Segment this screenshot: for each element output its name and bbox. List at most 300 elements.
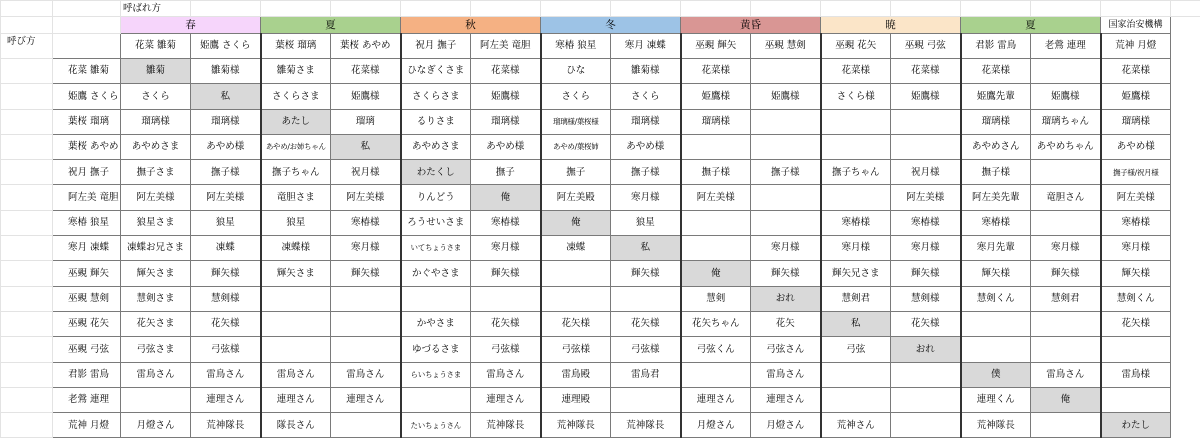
table-cell[interactable]: 俺: [1031, 387, 1101, 412]
table-cell[interactable]: 姫鷹様: [331, 84, 401, 109]
empty-cell[interactable]: [53, 17, 121, 34]
called-label[interactable]: 呼ばれ方: [121, 1, 191, 17]
empty-cell[interactable]: [1, 261, 53, 286]
table-cell[interactable]: 輝矢様: [1031, 261, 1101, 286]
group-header-7[interactable]: 国家治安機構: [1101, 17, 1171, 34]
table-cell[interactable]: 姫鷹様: [1031, 84, 1101, 109]
empty-cell[interactable]: [1, 286, 53, 311]
table-cell[interactable]: [1031, 160, 1101, 185]
table-cell[interactable]: 瑠璃: [331, 109, 401, 134]
column-header[interactable]: 君影 雷鳥: [961, 34, 1031, 59]
empty-cell[interactable]: [1, 17, 53, 34]
table-cell[interactable]: おれ: [751, 286, 821, 311]
table-cell[interactable]: 寒椿様: [471, 210, 541, 235]
table-cell[interactable]: [121, 387, 191, 412]
table-cell[interactable]: 瑠璃ちゃん: [1031, 109, 1101, 134]
table-cell[interactable]: [541, 286, 611, 311]
table-cell[interactable]: 慧剣君: [821, 286, 891, 311]
table-cell[interactable]: 輝矢さま: [121, 261, 191, 286]
table-cell[interactable]: 連理殿: [541, 387, 611, 412]
table-cell[interactable]: [1031, 337, 1101, 362]
table-cell[interactable]: 撫子様: [611, 160, 681, 185]
table-cell[interactable]: 輝矢様: [611, 261, 681, 286]
table-cell[interactable]: 瑠璃様: [681, 109, 751, 134]
group-header-2[interactable]: 秋: [401, 17, 541, 34]
table-cell[interactable]: 花矢様: [541, 311, 611, 336]
table-cell[interactable]: あやめさん: [961, 134, 1031, 159]
group-header-5[interactable]: 暁: [821, 17, 961, 34]
table-cell[interactable]: 荒神隊長: [471, 413, 541, 438]
table-cell[interactable]: ひな: [541, 59, 611, 84]
table-cell[interactable]: 荒神隊長: [961, 413, 1031, 438]
table-cell[interactable]: 凍蝶: [541, 236, 611, 261]
table-cell[interactable]: [751, 134, 821, 159]
table-cell[interactable]: 姫鷹先輩: [961, 84, 1031, 109]
empty-cell[interactable]: [471, 1, 541, 17]
table-cell[interactable]: 俺: [541, 210, 611, 235]
table-cell[interactable]: あやめ/お姉ちゃん: [261, 134, 331, 159]
table-cell[interactable]: [681, 236, 751, 261]
table-cell[interactable]: 輝矢様: [331, 261, 401, 286]
table-cell[interactable]: 輝矢様: [961, 261, 1031, 286]
table-cell[interactable]: 阿左美様: [121, 185, 191, 210]
table-cell[interactable]: 雛菊様: [191, 59, 261, 84]
table-cell[interactable]: 花菜様: [681, 59, 751, 84]
empty-cell[interactable]: [1101, 1, 1171, 17]
table-cell[interactable]: 竜胆さん: [1031, 185, 1101, 210]
table-cell[interactable]: [1101, 337, 1171, 362]
table-cell[interactable]: さくらさま: [401, 84, 471, 109]
table-cell[interactable]: 私: [191, 84, 261, 109]
table-cell[interactable]: 輝矢様: [751, 261, 821, 286]
table-cell[interactable]: [751, 210, 821, 235]
caller-label: 呼び方: [1, 34, 53, 59]
table-cell[interactable]: 雷鳥さん: [1031, 362, 1101, 387]
table-cell[interactable]: 弓弦様: [471, 337, 541, 362]
table-cell[interactable]: [821, 362, 891, 387]
empty-cell[interactable]: [261, 1, 331, 17]
table-cell[interactable]: 花矢様: [471, 311, 541, 336]
column-header[interactable]: 姫鷹 さくら: [191, 34, 261, 59]
table-cell[interactable]: 隊長さん: [261, 413, 331, 438]
empty-cell[interactable]: [821, 1, 891, 17]
table-cell[interactable]: りんどう: [401, 185, 471, 210]
table-cell[interactable]: [891, 413, 961, 438]
table-cell[interactable]: 雷鳥君: [611, 362, 681, 387]
table-cell[interactable]: 撫子ちゃん: [261, 160, 331, 185]
table-cell[interactable]: 花菜様: [1101, 59, 1171, 84]
table-cell[interactable]: [821, 387, 891, 412]
table-cell[interactable]: 寒月様: [821, 236, 891, 261]
table-cell[interactable]: 連理さん: [331, 387, 401, 412]
table-cell[interactable]: [681, 362, 751, 387]
table-cell[interactable]: 雛菊さま: [261, 59, 331, 84]
table-cell[interactable]: 寒月様: [1101, 236, 1171, 261]
table-cell[interactable]: 連理さん: [191, 387, 261, 412]
column-header[interactable]: 荒神 月燈: [1101, 34, 1171, 59]
table-cell[interactable]: 雷鳥さん: [751, 362, 821, 387]
column-header[interactable]: 巫覡 弓弦: [891, 34, 961, 59]
table-cell[interactable]: いてちょうさま: [401, 236, 471, 261]
table-cell[interactable]: [1101, 387, 1171, 412]
table-cell[interactable]: 撫子様: [751, 160, 821, 185]
row-header[interactable]: 葉桜 あやめ: [53, 134, 121, 159]
table-cell[interactable]: 寒椿様: [891, 210, 961, 235]
table-cell[interactable]: 雛菊: [121, 59, 191, 84]
table-cell[interactable]: 花菜様: [961, 59, 1031, 84]
group-header-0[interactable]: 春: [121, 17, 261, 34]
table-cell[interactable]: 寒月様: [331, 236, 401, 261]
table-cell[interactable]: 寒月様: [611, 185, 681, 210]
table-cell[interactable]: 慧剣: [681, 286, 751, 311]
empty-cell[interactable]: [1, 1, 53, 17]
table-cell[interactable]: 撫子ちゃん: [821, 160, 891, 185]
table-cell[interactable]: [681, 210, 751, 235]
table-cell[interactable]: 私: [821, 311, 891, 336]
table-cell[interactable]: 連理さん: [681, 387, 751, 412]
table-cell[interactable]: 俺: [681, 261, 751, 286]
table-cell[interactable]: 花矢ちゃん: [681, 311, 751, 336]
table-cell[interactable]: 瑠璃様: [471, 109, 541, 134]
empty-cell[interactable]: [1, 160, 53, 185]
column-header[interactable]: 巫覡 輝矢: [681, 34, 751, 59]
table-cell[interactable]: さくら: [541, 84, 611, 109]
row-header[interactable]: 君影 雷鳥: [53, 362, 121, 387]
row-header[interactable]: 荒神 月燈: [53, 413, 121, 438]
table-cell[interactable]: 雷鳥さん: [121, 362, 191, 387]
empty-cell[interactable]: [1, 387, 53, 412]
table-cell[interactable]: [891, 134, 961, 159]
row-header[interactable]: 寒月 凍蝶: [53, 236, 121, 261]
empty-cell[interactable]: [681, 1, 751, 17]
row-header[interactable]: 老鶯 連理: [53, 387, 121, 412]
table-cell[interactable]: さくら様: [821, 84, 891, 109]
table-cell[interactable]: 慧剣君: [1031, 286, 1101, 311]
table-cell[interactable]: 雷鳥殿: [541, 362, 611, 387]
table-cell[interactable]: 寒月様: [1031, 236, 1101, 261]
table-cell[interactable]: 姫鷹様: [681, 84, 751, 109]
table-cell[interactable]: 雷鳥さん: [261, 362, 331, 387]
table-cell[interactable]: 慧剣様: [191, 286, 261, 311]
table-cell[interactable]: [331, 311, 401, 336]
column-header[interactable]: 花菜 雛菊: [121, 34, 191, 59]
table-cell[interactable]: 寒椿様: [961, 210, 1031, 235]
table-cell[interactable]: 輝矢様: [891, 261, 961, 286]
table-cell[interactable]: 撫子: [471, 160, 541, 185]
table-cell[interactable]: 寒椿様: [821, 210, 891, 235]
table-cell[interactable]: 花菜様: [331, 59, 401, 84]
table-cell[interactable]: 荒神さん: [821, 413, 891, 438]
table-cell[interactable]: [751, 185, 821, 210]
table-cell[interactable]: 連理さん: [751, 387, 821, 412]
table-cell[interactable]: [401, 286, 471, 311]
empty-cell[interactable]: [1, 59, 53, 84]
table-cell[interactable]: [261, 311, 331, 336]
table-cell[interactable]: 私: [611, 236, 681, 261]
table-cell[interactable]: [961, 311, 1031, 336]
table-cell[interactable]: 撫子: [541, 160, 611, 185]
table-cell[interactable]: 凍蝶お兄さま: [121, 236, 191, 261]
table-cell[interactable]: [821, 109, 891, 134]
row-header[interactable]: 巫覡 輝矢: [53, 261, 121, 286]
table-cell[interactable]: 花菜様: [821, 59, 891, 84]
table-cell[interactable]: ゆづるさま: [401, 337, 471, 362]
row-header[interactable]: 祝月 撫子: [53, 160, 121, 185]
table-cell[interactable]: あやめ様: [471, 134, 541, 159]
table-cell[interactable]: わたし: [1101, 413, 1171, 438]
table-cell[interactable]: 阿左美殿: [541, 185, 611, 210]
table-cell[interactable]: [821, 185, 891, 210]
table-cell[interactable]: さくら: [611, 84, 681, 109]
table-cell[interactable]: [331, 337, 401, 362]
table-cell[interactable]: 阿左美様: [191, 185, 261, 210]
table-cell[interactable]: 弓弦さん: [751, 337, 821, 362]
group-header-3[interactable]: 冬: [541, 17, 681, 34]
table-cell[interactable]: あやめ/葉桜姉: [541, 134, 611, 159]
table-cell[interactable]: [961, 337, 1031, 362]
table-cell[interactable]: 花矢さま: [121, 311, 191, 336]
table-cell[interactable]: 花矢: [751, 311, 821, 336]
empty-cell[interactable]: [1, 109, 53, 134]
empty-cell[interactable]: [1, 134, 53, 159]
table-cell[interactable]: [611, 286, 681, 311]
table-cell[interactable]: 俺: [471, 185, 541, 210]
table-cell[interactable]: 撫子様: [681, 160, 751, 185]
table-cell[interactable]: 輝矢兄さま: [821, 261, 891, 286]
table-cell[interactable]: わたくし: [401, 160, 471, 185]
table-cell[interactable]: 竜胆さま: [261, 185, 331, 210]
table-cell[interactable]: 輝矢様: [471, 261, 541, 286]
table-cell[interactable]: 花菜様: [471, 59, 541, 84]
table-cell[interactable]: 撫子様/祝月様: [1101, 160, 1171, 185]
column-header[interactable]: 葉桜 あやめ: [331, 34, 401, 59]
table-cell[interactable]: 雷鳥さん: [331, 362, 401, 387]
table-cell[interactable]: [611, 387, 681, 412]
table-cell[interactable]: 花矢様: [891, 311, 961, 336]
row-header[interactable]: 巫覡 花矢: [53, 311, 121, 336]
column-header[interactable]: 巫覡 花矢: [821, 34, 891, 59]
table-cell[interactable]: 荒神隊長: [191, 413, 261, 438]
table-cell[interactable]: あやめ様: [191, 134, 261, 159]
group-header-1[interactable]: 夏: [261, 17, 401, 34]
table-cell[interactable]: 瑠璃様: [121, 109, 191, 134]
table-cell[interactable]: [401, 387, 471, 412]
table-cell[interactable]: 寒椿様: [1101, 210, 1171, 235]
table-cell[interactable]: 撫子さま: [121, 160, 191, 185]
table-cell[interactable]: 花矢様: [191, 311, 261, 336]
empty-cell[interactable]: [961, 1, 1031, 17]
empty-cell[interactable]: [611, 1, 681, 17]
row-header[interactable]: 花菜 雛菊: [53, 59, 121, 84]
table-cell[interactable]: 瑠璃様/葉桜様: [541, 109, 611, 134]
empty-cell[interactable]: [1, 311, 53, 336]
table-cell[interactable]: あやめ様: [1101, 134, 1171, 159]
empty-cell[interactable]: [1031, 1, 1101, 17]
row-header[interactable]: 寒椿 狼星: [53, 210, 121, 235]
empty-cell[interactable]: [751, 1, 821, 17]
table-cell[interactable]: 撫子様: [191, 160, 261, 185]
empty-cell[interactable]: [1, 337, 53, 362]
group-header-4[interactable]: 黄昏: [681, 17, 821, 34]
table-cell[interactable]: 弓弦くん: [681, 337, 751, 362]
table-cell[interactable]: さくら: [121, 84, 191, 109]
table-cell[interactable]: るりさま: [401, 109, 471, 134]
table-cell[interactable]: 僕: [961, 362, 1031, 387]
empty-cell[interactable]: [53, 1, 121, 17]
table-cell[interactable]: [751, 109, 821, 134]
table-cell[interactable]: 弓弦様: [191, 337, 261, 362]
row-header[interactable]: 葉桜 瑠璃: [53, 109, 121, 134]
empty-cell[interactable]: [1, 236, 53, 261]
table-cell[interactable]: [821, 134, 891, 159]
table-cell[interactable]: あやめ様: [611, 134, 681, 159]
table-cell[interactable]: 慧剣さま: [121, 286, 191, 311]
table-cell[interactable]: 月燈さん: [681, 413, 751, 438]
table-cell[interactable]: [471, 286, 541, 311]
row-header[interactable]: 巫覡 慧剣: [53, 286, 121, 311]
table-cell[interactable]: [891, 109, 961, 134]
table-cell[interactable]: [1031, 210, 1101, 235]
table-cell[interactable]: 阿左美様: [1101, 185, 1171, 210]
row-header[interactable]: 阿左美 竜胆: [53, 185, 121, 210]
table-cell[interactable]: 荒神隊長: [611, 413, 681, 438]
table-cell[interactable]: 姫鷹様: [891, 84, 961, 109]
table-cell[interactable]: 撫子様: [961, 160, 1031, 185]
column-header[interactable]: 寒月 凍蝶: [611, 34, 681, 59]
table-cell[interactable]: 雷鳥さん: [191, 362, 261, 387]
table-cell[interactable]: 寒月様: [471, 236, 541, 261]
table-cell[interactable]: おれ: [891, 337, 961, 362]
table-cell[interactable]: 連理さん: [261, 387, 331, 412]
table-cell[interactable]: 弓弦: [821, 337, 891, 362]
table-cell[interactable]: 寒月先輩: [961, 236, 1031, 261]
empty-cell[interactable]: [1, 84, 53, 109]
table-cell[interactable]: 瑠璃様: [1101, 109, 1171, 134]
table-cell[interactable]: 輝矢さま: [261, 261, 331, 286]
table-cell[interactable]: 輝矢様: [1101, 261, 1171, 286]
table-cell[interactable]: 姫鷹様: [471, 84, 541, 109]
table-cell[interactable]: ひなぎくさま: [401, 59, 471, 84]
table-cell[interactable]: 私: [331, 134, 401, 159]
table-cell[interactable]: 雷鳥様: [1101, 362, 1171, 387]
corner-cell[interactable]: [53, 34, 121, 59]
table-cell[interactable]: 慧剣くん: [1101, 286, 1171, 311]
empty-cell[interactable]: [1, 413, 53, 438]
table-cell[interactable]: かやさま: [401, 311, 471, 336]
table-cell[interactable]: 祝月様: [331, 160, 401, 185]
table-cell[interactable]: 花矢様: [611, 311, 681, 336]
empty-cell[interactable]: [1, 362, 53, 387]
empty-cell[interactable]: [1, 185, 53, 210]
row-header[interactable]: 巫覡 弓弦: [53, 337, 121, 362]
empty-cell[interactable]: [541, 1, 611, 17]
table-cell[interactable]: 瑠璃様: [611, 109, 681, 134]
table-cell[interactable]: 花矢様: [1101, 311, 1171, 336]
table-cell[interactable]: さくらさま: [261, 84, 331, 109]
table-cell[interactable]: 弓弦様: [611, 337, 681, 362]
table-cell[interactable]: 阿左美先輩: [961, 185, 1031, 210]
table-cell[interactable]: [261, 286, 331, 311]
table-cell[interactable]: 凍蝶様: [261, 236, 331, 261]
table-cell[interactable]: 弓弦さま: [121, 337, 191, 362]
column-header[interactable]: 巫覡 慧剣: [751, 34, 821, 59]
table-cell[interactable]: あやめさま: [121, 134, 191, 159]
table-cell[interactable]: あやめちゃん: [1031, 134, 1101, 159]
column-header[interactable]: 寒椿 狼星: [541, 34, 611, 59]
table-cell[interactable]: 阿左美様: [891, 185, 961, 210]
table-cell[interactable]: 瑠璃様: [961, 109, 1031, 134]
table-cell[interactable]: 輝矢様: [191, 261, 261, 286]
table-cell[interactable]: 月燈さん: [121, 413, 191, 438]
table-cell[interactable]: 弓弦様: [541, 337, 611, 362]
empty-cell[interactable]: [191, 1, 261, 17]
empty-cell[interactable]: [401, 1, 471, 17]
row-header[interactable]: 姫鷹 さくら: [53, 84, 121, 109]
column-header[interactable]: 祝月 撫子: [401, 34, 471, 59]
table-cell[interactable]: 寒月様: [891, 236, 961, 261]
table-cell[interactable]: らいちょうさま: [401, 362, 471, 387]
table-cell[interactable]: 狼星: [191, 210, 261, 235]
table-cell[interactable]: 狼星さま: [121, 210, 191, 235]
table-cell[interactable]: 花菜様: [891, 59, 961, 84]
table-cell[interactable]: [261, 337, 331, 362]
empty-cell[interactable]: [331, 1, 401, 17]
table-cell[interactable]: ろうせいさま: [401, 210, 471, 235]
table-cell[interactable]: [541, 261, 611, 286]
table-cell[interactable]: 連理くん: [961, 387, 1031, 412]
column-header[interactable]: 阿左美 竜胆: [471, 34, 541, 59]
table-cell[interactable]: 荒神隊長: [541, 413, 611, 438]
empty-cell[interactable]: [1171, 1, 1200, 17]
empty-cell[interactable]: [1, 210, 53, 235]
table-cell[interactable]: 瑠璃様: [191, 109, 261, 134]
table-cell[interactable]: 姫鷹様: [751, 84, 821, 109]
column-header[interactable]: 老鶯 連理: [1031, 34, 1101, 59]
table-cell[interactable]: あたし: [261, 109, 331, 134]
table-cell[interactable]: [891, 362, 961, 387]
table-cell[interactable]: [751, 59, 821, 84]
table-cell[interactable]: 寒月様: [751, 236, 821, 261]
table-cell[interactable]: 阿左美様: [681, 185, 751, 210]
table-cell[interactable]: 慧剣くん: [961, 286, 1031, 311]
table-cell[interactable]: [1031, 59, 1101, 84]
empty-cell[interactable]: [891, 1, 961, 17]
table-cell[interactable]: 雷鳥さん: [471, 362, 541, 387]
table-cell[interactable]: 連理さん: [471, 387, 541, 412]
table-cell[interactable]: 雛菊様: [611, 59, 681, 84]
table-cell[interactable]: 凍蝶: [191, 236, 261, 261]
table-cell[interactable]: かぐやさま: [401, 261, 471, 286]
table-cell[interactable]: 狼星: [611, 210, 681, 235]
table-cell[interactable]: 慧剣様: [891, 286, 961, 311]
table-cell[interactable]: [681, 134, 751, 159]
table-cell[interactable]: あやめさま: [401, 134, 471, 159]
table-cell[interactable]: 姫鷹様: [1101, 84, 1171, 109]
table-cell[interactable]: [891, 387, 961, 412]
table-cell[interactable]: [331, 413, 401, 438]
group-header-6[interactable]: 夏: [961, 17, 1101, 34]
table-cell[interactable]: 狼星: [261, 210, 331, 235]
table-cell[interactable]: 阿左美様: [331, 185, 401, 210]
table-cell[interactable]: 祝月様: [891, 160, 961, 185]
column-header[interactable]: 葉桜 瑠璃: [261, 34, 331, 59]
table-cell[interactable]: 月燈さん: [751, 413, 821, 438]
table-cell[interactable]: [1031, 413, 1101, 438]
table-cell[interactable]: 寒椿様: [331, 210, 401, 235]
table-cell[interactable]: [331, 286, 401, 311]
table-cell[interactable]: [1031, 311, 1101, 336]
table-cell[interactable]: たいちょうさん: [401, 413, 471, 438]
